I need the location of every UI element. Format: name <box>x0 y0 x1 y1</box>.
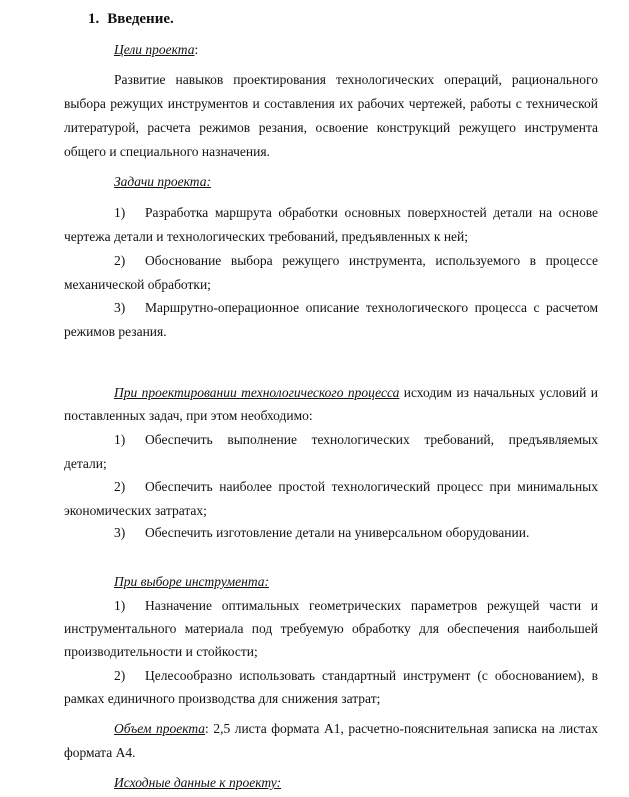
process-item-1-number: 1) <box>114 432 126 447</box>
goals-colon: : <box>194 42 199 57</box>
task-1-line-1: Разработка маршрута обработки основных поверхностей детали на основе <box>145 205 598 220</box>
process-item-2-number: 2) <box>114 479 126 494</box>
tool-item-1-number: 1) <box>114 598 126 613</box>
source-heading <box>114 775 281 791</box>
tool-label: При выборе инструмента: <box>114 574 269 589</box>
task-3-line-2: режимов резания. <box>64 324 167 339</box>
section-number: 1. <box>88 11 100 27</box>
process-item-2-line-2: экономических затратах; <box>64 503 207 518</box>
process-intro-tail: исходим из начальных условий и <box>399 385 598 400</box>
volume-line-1 <box>114 721 598 737</box>
tool-item-1-line-1: Назначение оптимальных геометрических параметров режущей части и <box>145 598 598 613</box>
task-2-line-2: механической обработки; <box>64 277 211 292</box>
process-item-3-line-1: Обеспечить изготовление детали на универсальном оборудовании. <box>145 525 530 540</box>
goals-heading <box>114 42 198 58</box>
section-heading <box>88 10 174 28</box>
tasks-label: Задачи проекта: <box>114 174 211 189</box>
tool-item-1-line-2: инструментального материала под требуемую обработку для обеспечения наибольшей <box>64 621 598 636</box>
volume-label: Объем проекта <box>114 721 206 736</box>
process-label: При проектировании технологического процесса <box>114 385 400 400</box>
volume-line-2: формата А4. <box>64 745 136 760</box>
tasks-heading <box>114 174 211 190</box>
process-item-2-line-1: Обеспечить наиболее простой технологический процесс при минимальных <box>145 479 598 494</box>
tool-item-2-line-2: рамках единичного производства для снижения затрат; <box>64 691 381 706</box>
process-item-1-line-2: детали; <box>64 456 107 471</box>
goals-label: Цели проекта <box>114 42 195 57</box>
tool-heading <box>114 574 269 590</box>
goals-line-2: выбора режущих инструментов и составления их рабочих чертежей, работы с технической <box>64 96 598 111</box>
process-intro-line-1 <box>114 385 598 401</box>
volume-tail: : 2,5 листа формата А1, расчетно-пояснительная записка на листах <box>205 721 598 736</box>
tool-item-2-number: 2) <box>114 668 126 683</box>
goals-line-1: Развитие навыков проектирования технологических операций, рационального <box>114 72 598 87</box>
section-title: Введение. <box>107 11 174 27</box>
process-intro-line-2: поставленных задач, при этом необходимо: <box>64 408 313 423</box>
goals-line-4: общего и специального назначения. <box>64 144 270 159</box>
process-item-3-number: 3) <box>114 525 126 540</box>
task-2-number: 2) <box>114 253 126 268</box>
task-3-line-1: Маршрутно-операционное описание технологического процесса с расчетом <box>145 300 598 315</box>
tool-item-2-line-1: Целесообразно использовать стандартный инструмент (с обоснованием), в <box>145 668 598 683</box>
process-item-1-line-1: Обеспечить выполнение технологических требований, предъявляемых <box>145 432 598 447</box>
task-1-line-2: чертежа детали и технологических требований, предъявленных к ней; <box>64 229 469 244</box>
tool-item-1-line-3: производительности и стойкости; <box>64 644 258 659</box>
source-label: Исходные данные к проекту: <box>114 775 282 790</box>
task-1-number: 1) <box>114 205 126 220</box>
task-2-line-1: Обоснование выбора режущего инструмента, используемого в процессе <box>145 253 598 268</box>
goals-line-3: литературой, расчета режимов резания, освоение конструкций режущего инструмента <box>64 120 598 135</box>
task-3-number: 3) <box>114 300 126 315</box>
